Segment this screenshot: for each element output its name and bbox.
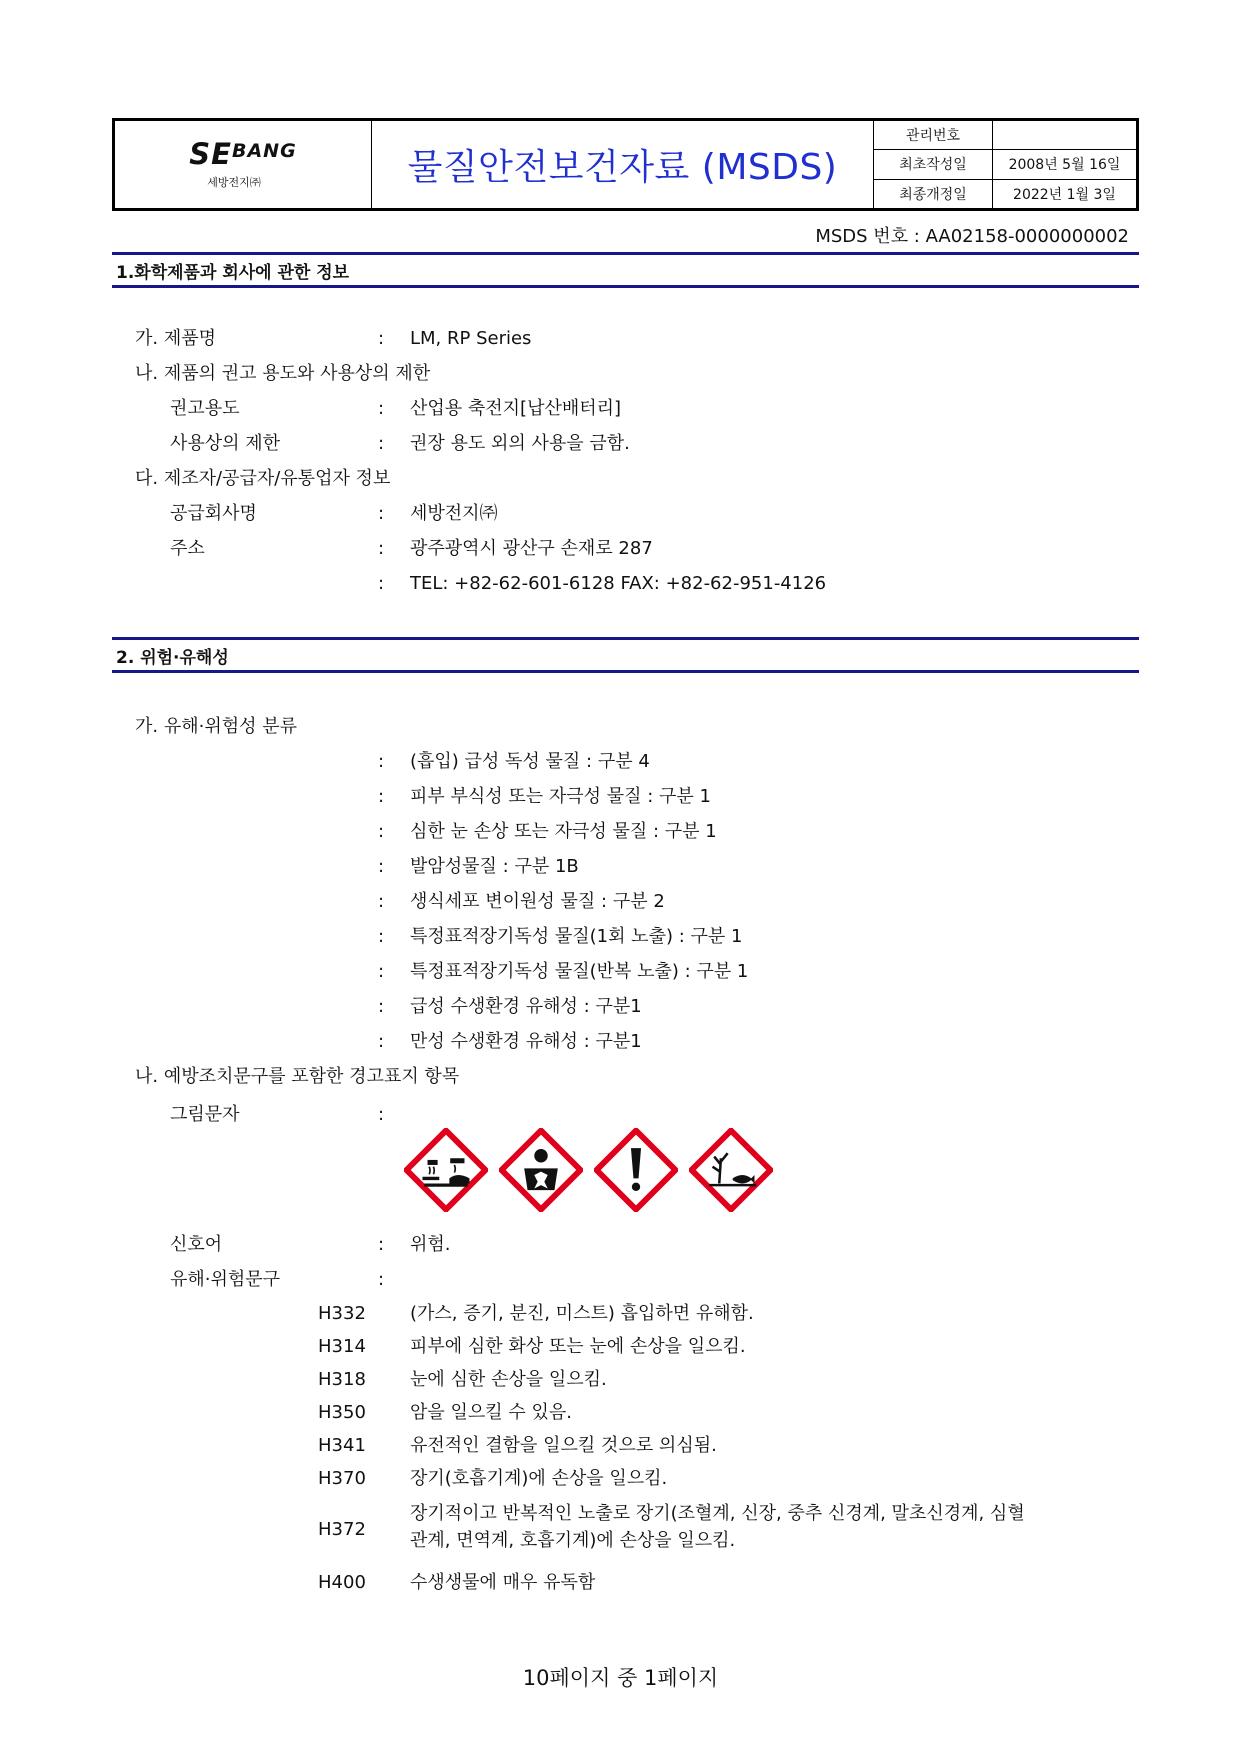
msds-number: MSDS 번호 : AA02158-0000000002 [815,226,1129,247]
logo-subtitle: 세방전지㈜ [207,175,261,189]
exclamation-mark-icon [594,1128,678,1212]
health-hazard-icon [499,1128,583,1212]
header-meta [874,121,1136,208]
corrosion-icon [404,1128,488,1212]
logo-mark: $SE^{BANG}$ [189,136,297,171]
company-logo [115,121,372,208]
document-title: 물질안전보건자료 (MSDS) [372,121,874,208]
page-number-footer: 10페이지 중 1페이지 [522,1666,719,1690]
meta-row-control-number: 관리번호 [874,121,1136,150]
environment-icon [689,1128,773,1212]
meta-row-revision-date: 최종개정일 2022년 1월 3일 [874,180,1136,208]
header-table [112,118,1139,211]
section-2-heading: 2. 위험·유해성 [112,637,1139,673]
meta-row-first-date: 최초작성일 2008년 5월 16일 [874,150,1136,179]
section-1-heading: 1.화학제품과 회사에 관한 정보 [112,252,1139,288]
msds-page: $SE^{BANG}$ 세방전지㈜ 물질안전보건자료 (MSDS) 관리번호 최초작성일 2008년 5월 16일 최종개정일 2022년 1월 3일 MSDS 번호 : AA02158-0000000002 1.화학제품과 회사에 관한 정보 가. 제품명 : LM, RP Series 나. 제품의 권고 용도와 사용상의 제한 권고용도 : 산업용 축전지[납산배터리] 사용상의 제한 : 권장 용도 외의 사용을 금함. 다. 제조자/공급자/유통업자 정보 공급회사명 : 세방전지㈜ 주소 : 광주광역시 광산구 손재로 287 : TEL: +82-62-601-6128 FAX: +82-62-951-4126 2. 위험·유해성 가. 유해·위험성 분류 : (흡입) 급성 독성 물질 : 구분 4 : 피부 부식성 또는 자극성 물질 : 구분 1 : 심한 눈 손상 또는 자극성 물질 : 구분 1 : 발암성물질 : 구분 1B : 생식세포 변이원성 물질 : 구분 2 : 특정표적장기독성 물질(1회 노출) : 구분 1 : 특정표적장기독성 물질(반복 노출) : 구분 1 : 급성 수생환경 유해성 : 구분1 : 만성 수생환경 유해성 : 구분1 나. 예방조치문구를 포함한 경고표지 항목 그림문자 : 신호어 : 위험. 유해·위험문구 : H332 (가스, 증기, 분진, 미스트) 흡입하면 유해함. H314 피부에 심한 화상 또는 눈에 손상을 일으킴. H318 눈에 심한 손상을 일으킴. H350 암을 일으킬 수 있음. H341 유전적인 결함을 일으킬 것으로 의심됨. H370 장기(호흡기계)에 손상을 일으킴. H372 장기적이고 반복적인 노출로 장기(조혈계, 신장, 중추 신경계, 말초신경계, 심혈 관계, 면역계, 호흡기계)에 손상을 일으킴. H400 수생생물에 매우 유독함 10페이지 중 1페이지 [0,0,1241,1755]
